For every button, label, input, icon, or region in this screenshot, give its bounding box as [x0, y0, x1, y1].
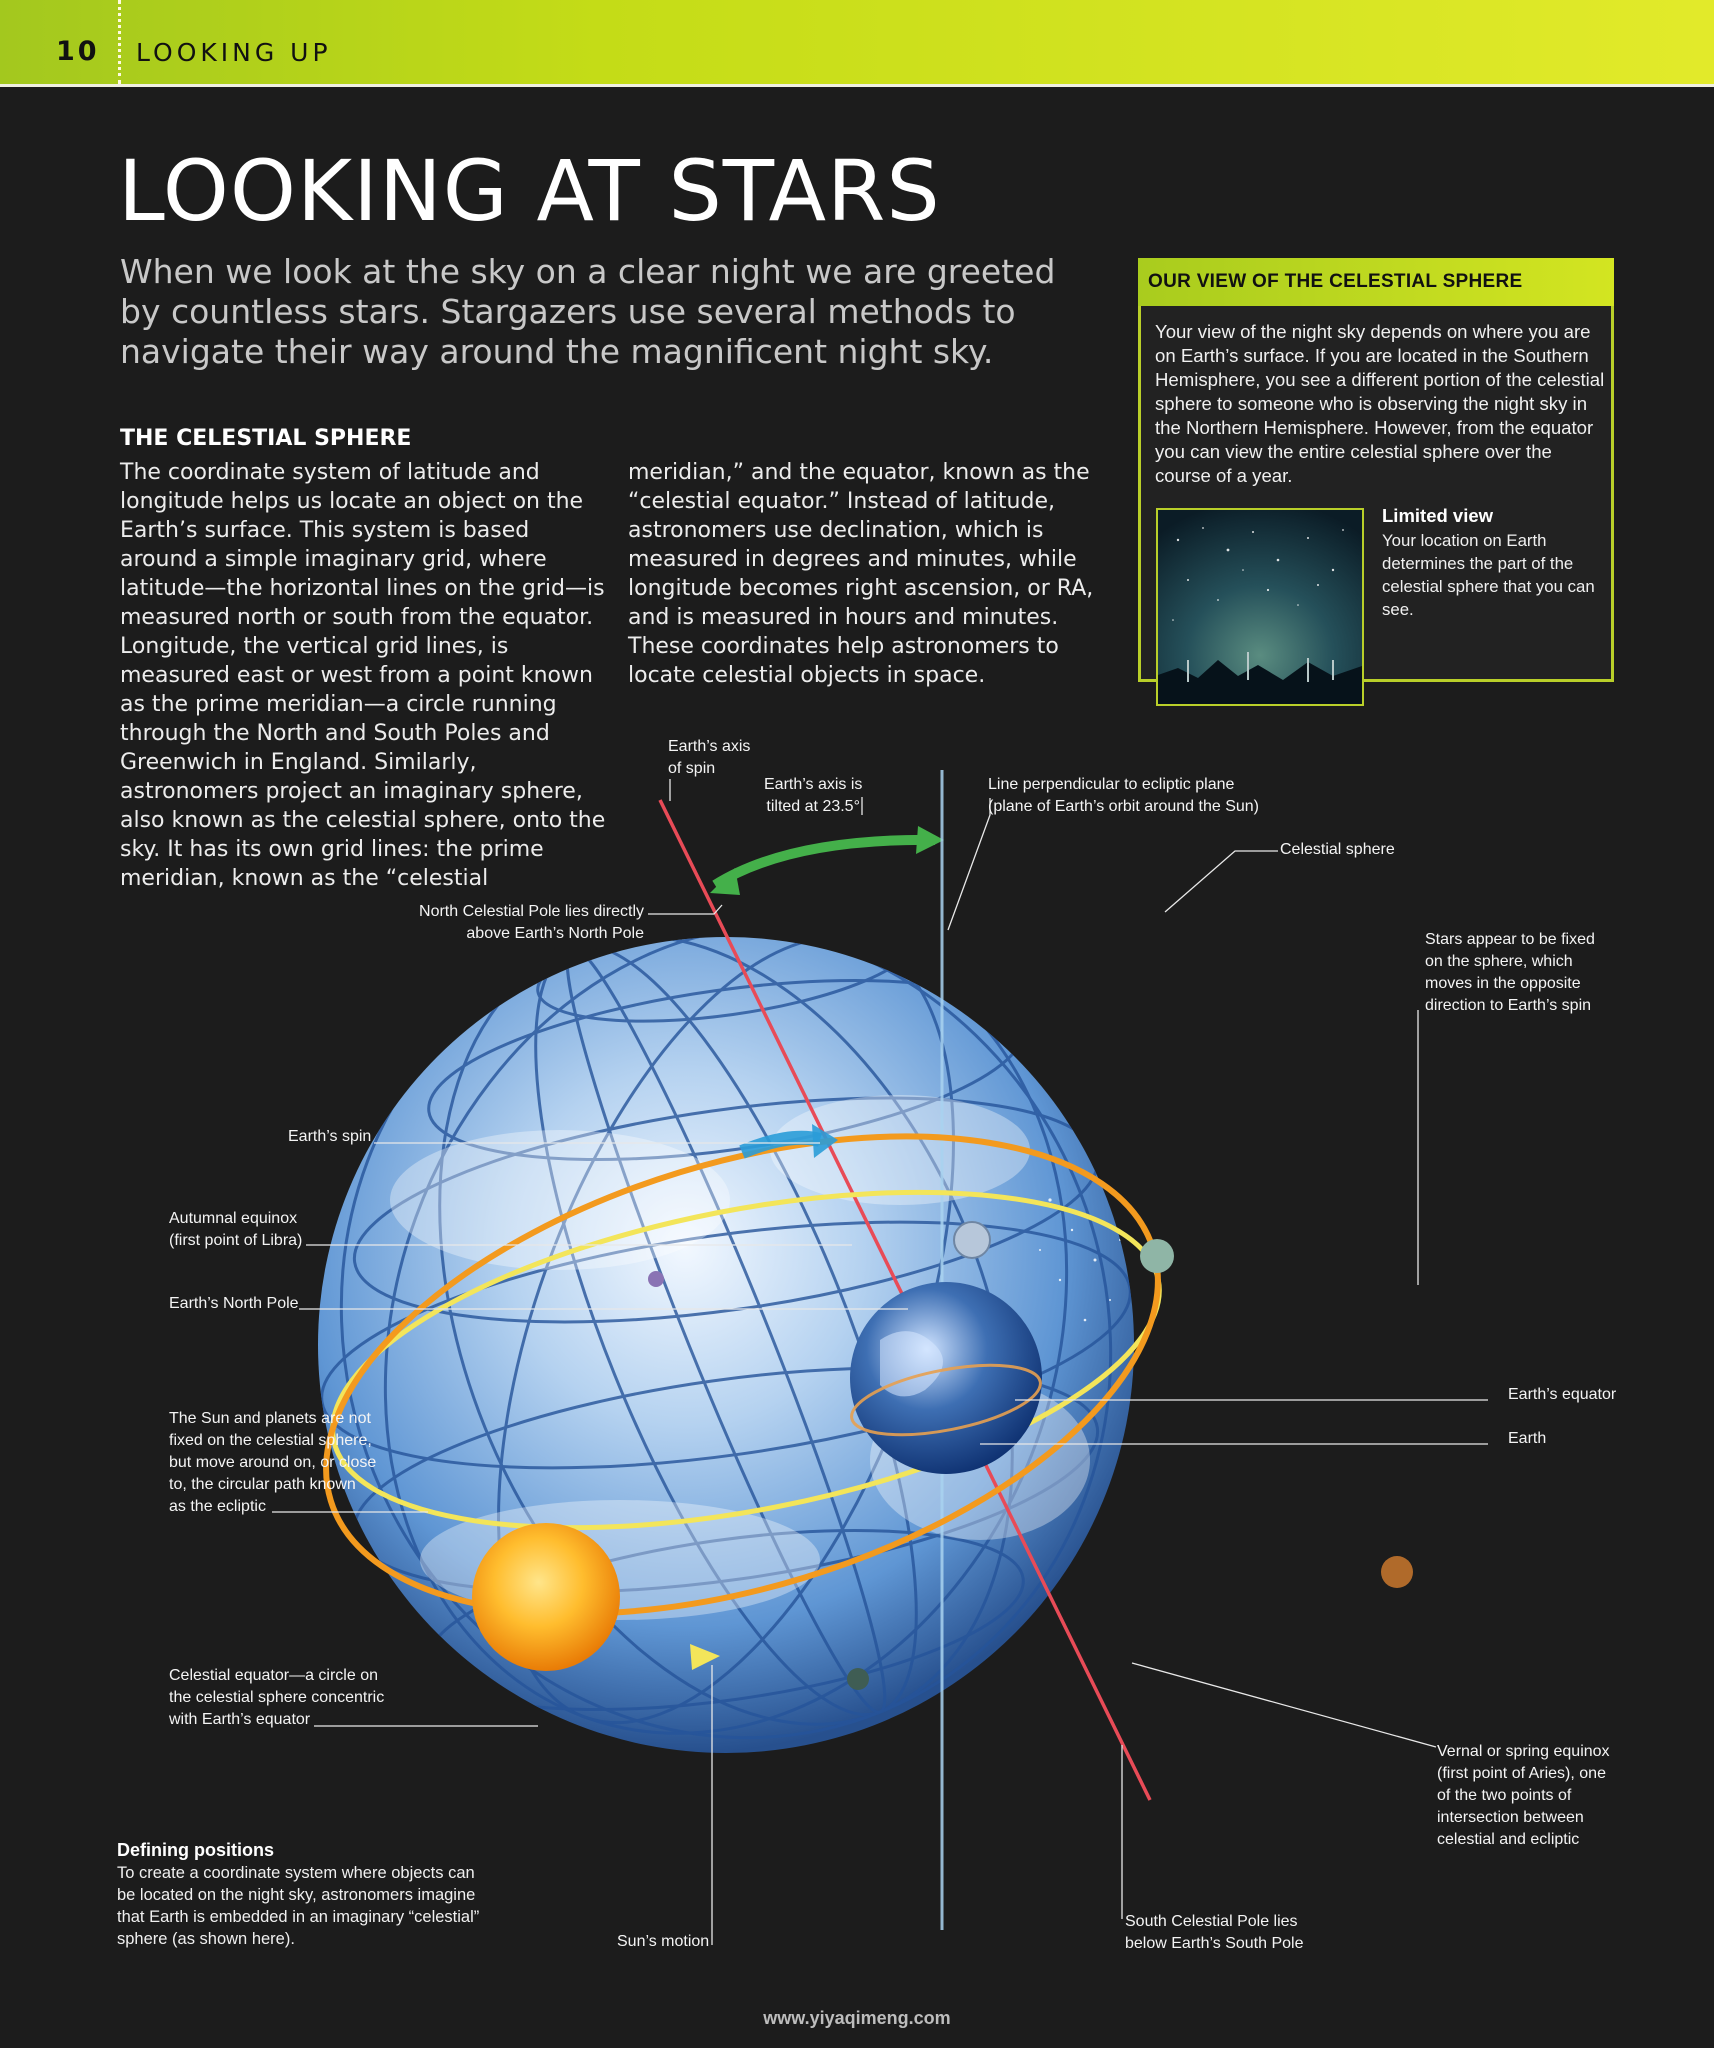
- label-axis-spin: Earth’s axis of spin: [668, 738, 751, 777]
- label-perpendicular: Line perpendicular to ecliptic plane (plane of Earth’s orbit around the Sun): [988, 776, 1259, 815]
- defining-positions-text: To create a coordinate system where objects can be located on the night sky, astronomers imagine that Earth is embedded in an imaginary “celestial” sphere (as shown here).: [117, 1864, 480, 1948]
- label-celestial-equator: Celestial equator—a circle on the celestial sphere concentric with Earth’s equator: [169, 1667, 385, 1728]
- image-caption: Your location on Earth determines the part of the celestial sphere that you can see.: [1382, 531, 1595, 619]
- label-stars-fixed: Stars appear to be fixed on the sphere, which moves in the opposite direction to Earth’s spin: [1425, 931, 1595, 1014]
- label-autumnal-equinox: Autumnal equinox (first point of Libra): [169, 1210, 303, 1249]
- earth-globe: [850, 1282, 1042, 1474]
- sidebox-heading: OUR VIEW OF THE CELESTIAL SPHERE: [1148, 271, 1523, 292]
- label-south-celestial-pole: South Celestial Pole lies below Earth’s South Pole: [1125, 1913, 1304, 1952]
- planet-right: [1381, 1556, 1413, 1588]
- section-title: LOOKING UP: [136, 38, 332, 67]
- image-title: Limited view: [1382, 505, 1494, 526]
- intro-text: When we look at the sky on a clear night we are greeted by countless stars. Stargazers use several methods to navigate their way around the magnificent night sky.: [120, 252, 1056, 371]
- label-axis-tilt: Earth’s axis is tilted at 23.5°: [764, 776, 863, 815]
- footer-url: www.yiyaqimeng.com: [763, 2008, 951, 2028]
- planet-right-top: [1140, 1239, 1174, 1273]
- label-earth-spin: Earth’s spin: [288, 1128, 372, 1145]
- sun: [472, 1523, 620, 1671]
- label-celestial-sphere: Celestial sphere: [1280, 841, 1395, 858]
- section-heading: THE CELESTIAL SPHERE: [120, 426, 412, 451]
- planet-small: [847, 1668, 869, 1690]
- page-number: 10: [56, 36, 100, 67]
- page-title: LOOKING AT STARS: [118, 142, 941, 240]
- label-north-celestial-pole: North Celestial Pole lies directly above Earth’s North Pole: [419, 903, 644, 942]
- sidebox-text: Your view of the night sky depends on where you are on Earth’s surface. If you are located in the Southern Hemisphere, you see a different portion of the celestial sphere to someone who is observing the night sky in the Northern Hemisphere. However, from the equator you can view the entire celestial sphere over the course of a year.: [1155, 321, 1605, 486]
- label-sun-planets: The Sun and planets are not fixed on the celestial sphere, but move around on, or close to, the circular path known as the ecliptic: [169, 1410, 377, 1515]
- body-column-1: The coordinate system of latitude and longitude helps us locate an object on the Earth’s surface. This system is based around a simple imaginary grid, where latitude—the horizontal lines on the grid—is measured north or south from the equator. Longitude, the vertical grid lines, is measured east or west from a point known as the prime meridian—a circle running through the North and South Poles and Greenwich in England. Similarly, astronomers project an imaginary sphere, also known as the celestial sphere, onto the sky. It has its own grid lines: the prime meridian, known as the “celestial: [120, 460, 606, 891]
- label-vernal-equinox: Vernal or spring equinox (first point of Aries), one of the two points of intersection between celestial and ecliptic: [1437, 1743, 1610, 1848]
- label-north-pole: Earth’s North Pole: [169, 1295, 299, 1312]
- label-sun-motion: Sun’s motion: [617, 1933, 710, 1950]
- defining-positions-title: Defining positions: [117, 1840, 274, 1860]
- label-earth: Earth: [1508, 1430, 1547, 1447]
- planet-purple: [648, 1271, 664, 1287]
- planet-top: [954, 1222, 990, 1258]
- body-column-2: meridian,” and the equator, known as the “celestial equator.” Instead of latitude, astronomers use declination, which is measured in degrees and minutes, while longitude becomes right ascension, or RA, and is measured in hours and minutes. These coordinates help astronomers to locate celestial objects in space.: [628, 460, 1094, 688]
- label-earth-equator: Earth’s equator: [1508, 1386, 1617, 1403]
- tilt-arc-arrow: [715, 840, 935, 885]
